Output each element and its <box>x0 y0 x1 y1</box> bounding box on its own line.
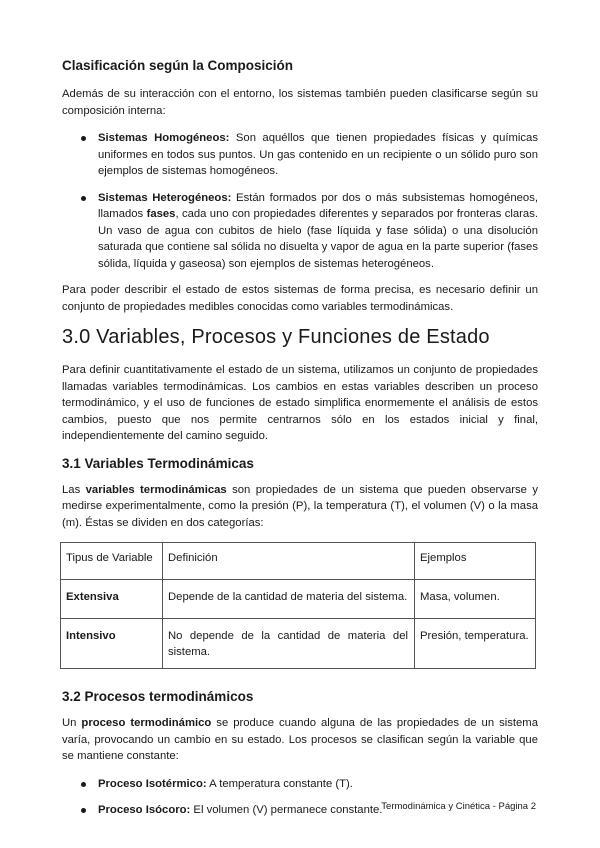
process-list <box>62 776 538 819</box>
table-header-row <box>61 543 536 580</box>
para-text: Un <box>62 717 82 729</box>
page-footer: Termodinámica y Cinética - Página 2 <box>381 801 536 812</box>
table-row <box>61 580 536 619</box>
cell-bold: Intensivo <box>66 630 116 642</box>
composition-heading: Clasificación según la Composición <box>62 58 294 73</box>
bullet-icon <box>81 808 86 813</box>
para-bold: variables termodinámicas <box>85 483 227 496</box>
table-header-cell: Definición <box>163 543 415 580</box>
table-cell: No depende de la cantidad de materia del sistema. <box>163 619 415 669</box>
bullet-term: Proceso Isotérmico: <box>98 777 207 790</box>
para-text: se produce cuando alguna de las propiedades de un sistema varía, provocando un cambio en su estado. Los procesos se clasifican según la variable que se mantiene constante: <box>62 717 539 762</box>
para-text: Las <box>62 483 86 496</box>
table-header-cell: Tipus de Variable <box>61 543 163 580</box>
composition-list <box>62 130 538 272</box>
bullet-text: A temperatura constante (T). <box>206 777 353 790</box>
section-3-paragraph: Para definir cuantitativamente el estado de un sistema, utilizamos un conjunto de propiedades llamadas variables termodinámicas. Los cambios en estas variables describen un proceso termodinámico, y el uso de funciones de estado simplifica enormemente el análisis de estos cambios, puesto que nos permite centrarnos sólo en los estados inicial y final, independientemente del camino seguido. <box>62 364 538 442</box>
bullet-text: , cada uno con propiedades diferentes y separados por fronteras claras. Un vaso de agua con cubitos de hielo (fase líquida y fase sólida) o una disolución saturada que contiene sal sólida no disuelta y vapor de agua en la parte superior (fases sólida, líquida y gaseosa) son ejemplos de sistemas heterogéneos. <box>98 208 538 270</box>
table-cell: Masa, volumen. <box>415 580 536 619</box>
section-3-1-title: 3.1 Variables Termodinámicas <box>62 455 254 471</box>
table-header-cell: Ejemplos <box>415 543 536 580</box>
section-3-1-paragraph <box>62 482 538 532</box>
bullet-text: Son aquéllos que tienen propiedades físicas y químicas uniformes en todos sus puntos. Un gas contenido en un recipiente o un sólido puro son ejemplos de sistemas homogéneos. <box>98 132 538 177</box>
cell-bold: Extensiva <box>66 591 119 603</box>
bullet-text: El volumen (V) permanece constante. <box>190 804 383 816</box>
table-cell: Depende de la cantidad de materia del sistema. <box>163 580 415 619</box>
table-cell <box>61 580 163 619</box>
bullet-term: Sistemas Homogéneos: <box>98 132 230 144</box>
section-3-2-paragraph <box>62 715 538 765</box>
para-text: son propiedades de un sistema que pueden observarse y medirse experimentalmente, como la presión (P), la temperatura (T), el volumen (V) o la masa (m). Éstas se dividen en dos categorías: <box>62 483 538 529</box>
bullet-bold: fases <box>146 208 176 220</box>
bullet-text: Están formados por dos o más subsistemas homogéneos, llamados <box>98 191 538 220</box>
para-bold: proceso termodinámico <box>81 717 212 729</box>
list-item <box>62 776 538 793</box>
section-3-title: 3.0 Variables, Procesos y Funciones de Estado <box>62 326 490 348</box>
bullet-icon <box>81 782 86 787</box>
bullet-icon <box>81 136 86 141</box>
table-cell: Presión, temperatura. <box>415 619 536 669</box>
list-item <box>62 130 538 180</box>
table-cell <box>61 619 163 669</box>
list-item <box>62 190 538 273</box>
bullet-term: Sistemas Heterogéneos: <box>98 191 232 204</box>
table-row <box>61 619 536 669</box>
bullet-icon <box>81 196 86 201</box>
variables-table <box>60 542 536 669</box>
composition-intro: Además de su interacción con el entorno, los sistemas también pueden clasificarse según su composición interna: <box>62 88 538 117</box>
composition-closing: Para poder describir el estado de estos sistemas de forma precisa, es necesario definir un conjunto de propiedades medibles conocidas como variables termodinámicas. <box>62 284 538 313</box>
document-page <box>62 58 538 829</box>
bullet-term: Proceso Isócoro: <box>98 804 191 816</box>
section-3-2-title: 3.2 Procesos termodinámicos <box>62 689 254 704</box>
